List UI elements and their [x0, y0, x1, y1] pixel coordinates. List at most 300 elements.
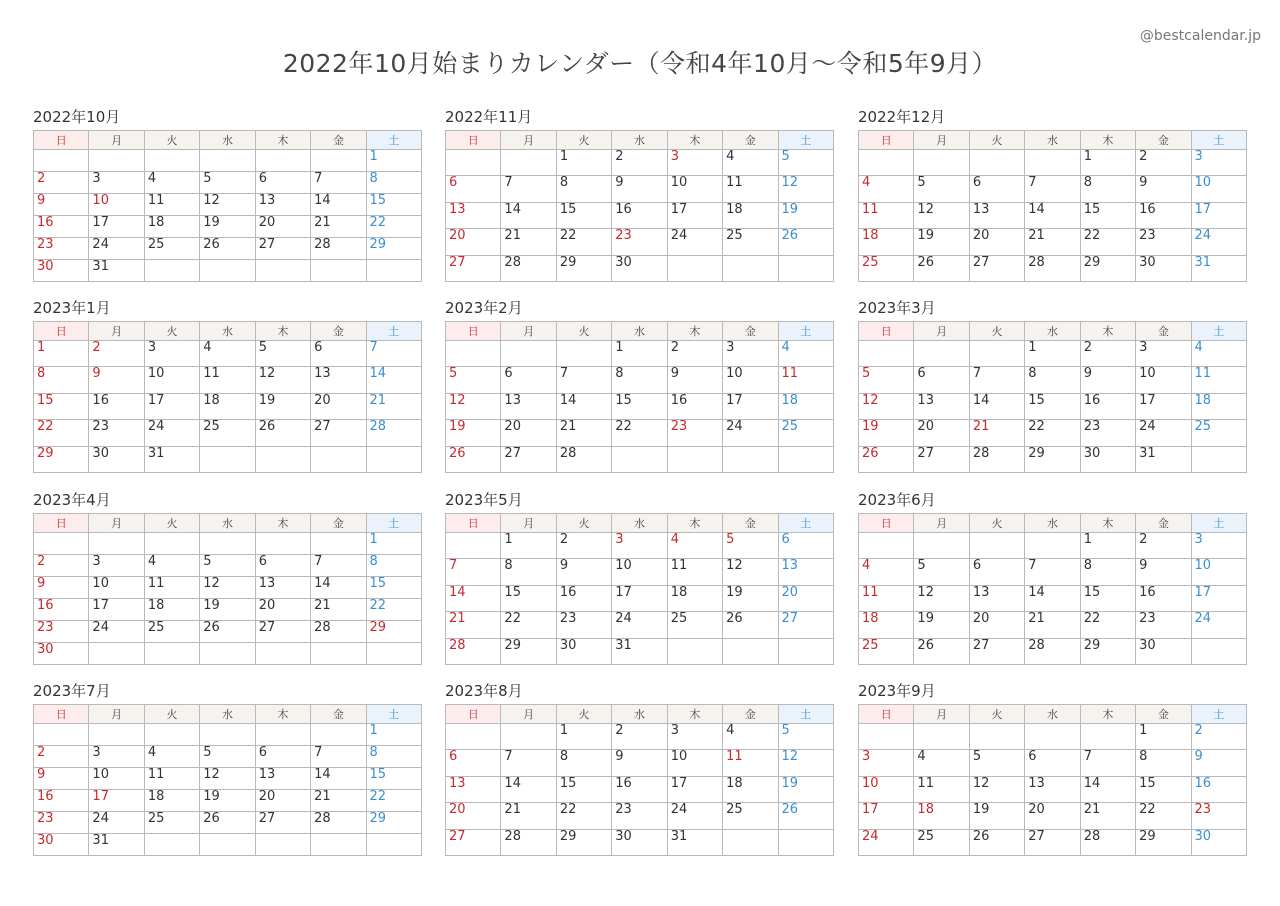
day-cell: 10	[144, 367, 199, 393]
weekday-header: 木	[1080, 705, 1135, 724]
weekday-header: 月	[914, 322, 969, 341]
day-cell: 2	[34, 172, 89, 194]
weekday-header: 木	[667, 131, 722, 150]
weekday-header: 木	[667, 322, 722, 341]
day-cell: 16	[1136, 585, 1191, 611]
month-table	[445, 704, 834, 856]
weekday-header: 月	[914, 131, 969, 150]
empty-cell	[969, 724, 1024, 750]
day-cell: 14	[311, 768, 366, 790]
day-cell: 23	[1136, 229, 1191, 255]
weekday-header: 水	[1025, 705, 1080, 724]
day-cell: 17	[667, 776, 722, 802]
week-row	[34, 150, 422, 172]
day-cell: 15	[366, 194, 421, 216]
week-row	[34, 577, 422, 599]
day-cell: 17	[723, 393, 778, 419]
week-row	[859, 150, 1247, 176]
day-cell: 22	[556, 229, 611, 255]
day-cell: 25	[1191, 420, 1246, 446]
day-cell: 3	[859, 750, 914, 776]
page-title: 2022年10月始まりカレンダー（令和4年10月〜令和5年9月）	[282, 49, 998, 78]
day-cell: 1	[366, 150, 421, 172]
empty-cell	[255, 446, 310, 472]
day-cell: 2	[556, 533, 611, 559]
weekday-header-row	[859, 705, 1247, 724]
day-cell: 3	[667, 724, 722, 750]
week-row	[446, 559, 834, 585]
day-cell: 28	[1080, 829, 1135, 855]
day-cell: 31	[1191, 255, 1246, 281]
empty-cell	[667, 638, 722, 664]
weekday-header: 土	[778, 705, 833, 724]
week-row	[34, 172, 422, 194]
empty-cell	[311, 533, 366, 555]
day-cell: 8	[34, 367, 89, 393]
day-cell: 22	[1136, 803, 1191, 829]
day-cell: 25	[723, 803, 778, 829]
month-title: 2023年8月	[445, 682, 523, 700]
empty-cell	[969, 150, 1024, 176]
day-cell: 10	[612, 559, 667, 585]
day-cell: 4	[1191, 341, 1246, 367]
day-cell: 2	[89, 341, 144, 367]
empty-cell	[612, 446, 667, 472]
day-cell: 13	[446, 202, 501, 228]
day-cell: 10	[859, 776, 914, 802]
weekday-header: 木	[255, 322, 310, 341]
week-row	[446, 202, 834, 228]
week-row	[859, 176, 1247, 202]
day-cell: 9	[34, 577, 89, 599]
month-table	[858, 513, 1247, 665]
empty-cell	[969, 341, 1024, 367]
weekday-header: 日	[34, 514, 89, 533]
weekday-header: 火	[556, 514, 611, 533]
day-cell: 28	[311, 812, 366, 834]
weekday-header: 土	[366, 322, 421, 341]
day-cell: 10	[1191, 559, 1246, 585]
week-row	[859, 585, 1247, 611]
day-cell: 3	[89, 746, 144, 768]
day-cell: 15	[1080, 202, 1135, 228]
empty-cell	[144, 533, 199, 555]
day-cell: 25	[723, 229, 778, 255]
day-cell: 23	[34, 621, 89, 643]
weekday-header: 土	[366, 131, 421, 150]
day-cell: 4	[144, 555, 199, 577]
empty-cell	[200, 643, 255, 665]
day-cell: 15	[556, 202, 611, 228]
month-table	[33, 130, 422, 282]
week-row	[859, 255, 1247, 281]
empty-cell	[34, 724, 89, 746]
month-table	[445, 513, 834, 665]
day-cell: 27	[1025, 829, 1080, 855]
weekday-header: 水	[200, 514, 255, 533]
day-cell: 15	[1080, 585, 1135, 611]
day-cell: 8	[556, 176, 611, 202]
day-cell: 8	[1025, 367, 1080, 393]
day-cell: 21	[311, 790, 366, 812]
day-cell: 7	[311, 746, 366, 768]
empty-cell	[778, 638, 833, 664]
empty-cell	[311, 150, 366, 172]
day-cell: 8	[1080, 559, 1135, 585]
weekday-header: 木	[255, 514, 310, 533]
day-cell: 15	[1025, 393, 1080, 419]
day-cell: 22	[501, 612, 556, 638]
day-cell: 30	[1136, 255, 1191, 281]
week-row	[446, 585, 834, 611]
day-cell: 4	[778, 341, 833, 367]
day-cell: 20	[255, 599, 310, 621]
day-cell: 26	[778, 803, 833, 829]
day-cell: 29	[34, 446, 89, 472]
empty-cell	[255, 150, 310, 172]
day-cell: 22	[612, 420, 667, 446]
day-cell: 18	[859, 612, 914, 638]
month-table	[445, 321, 834, 473]
day-cell: 13	[255, 194, 310, 216]
day-cell: 30	[89, 446, 144, 472]
day-cell: 5	[255, 341, 310, 367]
week-row	[446, 367, 834, 393]
day-cell: 7	[311, 555, 366, 577]
weekday-header: 水	[612, 514, 667, 533]
month-title: 2023年1月	[33, 299, 111, 317]
day-cell: 6	[446, 750, 501, 776]
empty-cell	[859, 533, 914, 559]
empty-cell	[89, 533, 144, 555]
day-cell: 17	[89, 599, 144, 621]
day-cell: 14	[556, 393, 611, 419]
empty-cell	[1191, 446, 1246, 472]
weekday-header: 日	[446, 705, 501, 724]
week-row	[34, 341, 422, 367]
weekday-header: 日	[446, 131, 501, 150]
week-row	[859, 393, 1247, 419]
empty-cell	[255, 834, 310, 856]
week-row	[446, 829, 834, 855]
empty-cell	[446, 150, 501, 176]
week-row	[34, 724, 422, 746]
day-cell: 31	[1136, 446, 1191, 472]
day-cell: 20	[1025, 803, 1080, 829]
day-cell: 1	[612, 341, 667, 367]
day-cell: 7	[311, 172, 366, 194]
day-cell: 22	[366, 790, 421, 812]
day-cell: 1	[556, 150, 611, 176]
day-cell: 7	[1025, 176, 1080, 202]
weekday-header: 土	[778, 322, 833, 341]
month-table	[33, 704, 422, 856]
weekday-header: 土	[366, 705, 421, 724]
day-cell: 12	[255, 367, 310, 393]
day-cell: 23	[1136, 612, 1191, 638]
day-cell: 18	[914, 803, 969, 829]
week-row	[859, 367, 1247, 393]
day-cell: 18	[144, 790, 199, 812]
weekday-header: 火	[144, 705, 199, 724]
day-cell: 19	[969, 803, 1024, 829]
day-cell: 26	[723, 612, 778, 638]
week-row	[446, 341, 834, 367]
empty-cell	[255, 724, 310, 746]
day-cell: 9	[612, 176, 667, 202]
day-cell: 9	[1136, 176, 1191, 202]
day-cell: 12	[969, 776, 1024, 802]
day-cell: 23	[556, 612, 611, 638]
day-cell: 21	[969, 420, 1024, 446]
day-cell: 24	[723, 420, 778, 446]
week-row	[34, 599, 422, 621]
day-cell: 1	[34, 341, 89, 367]
day-cell: 9	[612, 750, 667, 776]
week-row	[446, 612, 834, 638]
day-cell: 22	[366, 599, 421, 621]
day-cell: 22	[366, 216, 421, 238]
day-cell: 2	[34, 746, 89, 768]
day-cell: 13	[255, 768, 310, 790]
empty-cell	[200, 724, 255, 746]
day-cell: 11	[1191, 367, 1246, 393]
day-cell: 26	[446, 446, 501, 472]
week-row	[34, 746, 422, 768]
empty-cell	[1025, 724, 1080, 750]
week-row	[446, 750, 834, 776]
weekday-header: 土	[366, 514, 421, 533]
empty-cell	[366, 260, 421, 282]
day-cell: 6	[969, 176, 1024, 202]
weekday-header: 水	[200, 131, 255, 150]
day-cell: 15	[366, 577, 421, 599]
day-cell: 17	[1191, 202, 1246, 228]
day-cell: 19	[200, 599, 255, 621]
day-cell: 1	[1136, 724, 1191, 750]
month-table	[858, 321, 1247, 473]
day-cell: 27	[255, 621, 310, 643]
day-cell: 30	[612, 255, 667, 281]
day-cell: 29	[501, 638, 556, 664]
empty-cell	[969, 533, 1024, 559]
month-table	[33, 321, 422, 473]
day-cell: 14	[969, 393, 1024, 419]
weekday-header: 火	[144, 514, 199, 533]
weekday-header: 火	[969, 705, 1024, 724]
day-cell: 6	[255, 746, 310, 768]
day-cell: 3	[89, 555, 144, 577]
empty-cell	[255, 533, 310, 555]
day-cell: 18	[200, 393, 255, 419]
day-cell: 29	[366, 812, 421, 834]
weekday-header: 日	[859, 514, 914, 533]
weekday-header: 金	[1136, 131, 1191, 150]
weekday-header: 金	[311, 322, 366, 341]
week-row	[446, 420, 834, 446]
day-cell: 8	[366, 172, 421, 194]
day-cell: 22	[1080, 229, 1135, 255]
day-cell: 30	[556, 638, 611, 664]
day-cell: 27	[969, 638, 1024, 664]
week-row	[34, 260, 422, 282]
week-row	[34, 393, 422, 419]
day-cell: 28	[366, 420, 421, 446]
month-table	[33, 513, 422, 665]
day-cell: 29	[1025, 446, 1080, 472]
weekday-header: 火	[969, 514, 1024, 533]
day-cell: 14	[1025, 585, 1080, 611]
day-cell: 17	[612, 585, 667, 611]
day-cell: 16	[89, 393, 144, 419]
week-row	[859, 829, 1247, 855]
weekday-header: 金	[723, 705, 778, 724]
day-cell: 2	[612, 724, 667, 750]
day-cell: 7	[446, 559, 501, 585]
day-cell: 29	[556, 829, 611, 855]
day-cell: 16	[612, 202, 667, 228]
day-cell: 8	[501, 559, 556, 585]
day-cell: 25	[778, 420, 833, 446]
day-cell: 11	[723, 750, 778, 776]
empty-cell	[501, 341, 556, 367]
day-cell: 16	[34, 599, 89, 621]
day-cell: 31	[667, 829, 722, 855]
week-row	[859, 202, 1247, 228]
week-row	[446, 255, 834, 281]
day-cell: 1	[556, 724, 611, 750]
day-cell: 5	[200, 172, 255, 194]
empty-cell	[723, 446, 778, 472]
weekday-header: 火	[556, 705, 611, 724]
weekday-header: 水	[1025, 514, 1080, 533]
week-row	[859, 803, 1247, 829]
day-cell: 11	[859, 585, 914, 611]
day-cell: 16	[612, 776, 667, 802]
weekday-header: 月	[914, 514, 969, 533]
day-cell: 4	[200, 341, 255, 367]
day-cell: 19	[200, 216, 255, 238]
day-cell: 16	[667, 393, 722, 419]
weekday-header: 月	[89, 514, 144, 533]
day-cell: 1	[366, 533, 421, 555]
day-cell: 13	[969, 585, 1024, 611]
day-cell: 28	[446, 638, 501, 664]
day-cell: 23	[34, 812, 89, 834]
day-cell: 27	[446, 829, 501, 855]
day-cell: 3	[723, 341, 778, 367]
weekday-header: 金	[723, 322, 778, 341]
empty-cell	[200, 533, 255, 555]
day-cell: 7	[501, 176, 556, 202]
day-cell: 28	[969, 446, 1024, 472]
day-cell: 11	[914, 776, 969, 802]
day-cell: 9	[1080, 367, 1135, 393]
day-cell: 17	[89, 216, 144, 238]
day-cell: 4	[144, 746, 199, 768]
empty-cell	[914, 150, 969, 176]
day-cell: 5	[969, 750, 1024, 776]
month-title: 2023年5月	[445, 491, 523, 509]
day-cell: 25	[859, 638, 914, 664]
day-cell: 24	[89, 238, 144, 260]
weekday-header: 月	[501, 322, 556, 341]
day-cell: 19	[914, 612, 969, 638]
day-cell: 24	[144, 420, 199, 446]
day-cell: 2	[1136, 533, 1191, 559]
weekday-header: 木	[255, 131, 310, 150]
day-cell: 18	[723, 202, 778, 228]
week-row	[446, 533, 834, 559]
empty-cell	[914, 533, 969, 559]
day-cell: 18	[723, 776, 778, 802]
empty-cell	[366, 834, 421, 856]
week-row	[859, 750, 1247, 776]
empty-cell	[501, 150, 556, 176]
day-cell: 15	[556, 776, 611, 802]
day-cell: 11	[144, 577, 199, 599]
day-cell: 22	[1025, 420, 1080, 446]
day-cell: 18	[144, 216, 199, 238]
empty-cell	[1025, 533, 1080, 559]
day-cell: 30	[34, 643, 89, 665]
day-cell: 31	[89, 834, 144, 856]
day-cell: 24	[859, 829, 914, 855]
day-cell: 28	[1025, 255, 1080, 281]
week-row	[34, 834, 422, 856]
month-title: 2023年4月	[33, 491, 111, 509]
weekday-header: 水	[1025, 322, 1080, 341]
day-cell: 29	[366, 238, 421, 260]
empty-cell	[89, 150, 144, 172]
day-cell: 8	[1136, 750, 1191, 776]
day-cell: 27	[255, 812, 310, 834]
day-cell: 15	[612, 393, 667, 419]
day-cell: 23	[34, 238, 89, 260]
week-row	[446, 176, 834, 202]
day-cell: 3	[1136, 341, 1191, 367]
day-cell: 10	[723, 367, 778, 393]
empty-cell	[914, 341, 969, 367]
day-cell: 1	[501, 533, 556, 559]
weekday-header: 金	[1136, 705, 1191, 724]
day-cell: 8	[1080, 176, 1135, 202]
weekday-header: 日	[859, 322, 914, 341]
day-cell: 21	[366, 393, 421, 419]
empty-cell	[311, 834, 366, 856]
week-row	[34, 768, 422, 790]
weekday-header: 月	[501, 705, 556, 724]
day-cell: 19	[778, 202, 833, 228]
week-row	[34, 555, 422, 577]
day-cell: 11	[144, 194, 199, 216]
empty-cell	[667, 446, 722, 472]
day-cell: 29	[1080, 255, 1135, 281]
day-cell: 19	[778, 776, 833, 802]
day-cell: 24	[89, 812, 144, 834]
empty-cell	[34, 533, 89, 555]
week-row	[34, 533, 422, 555]
day-cell: 6	[446, 176, 501, 202]
weekday-header-row	[34, 705, 422, 724]
weekday-header: 月	[89, 322, 144, 341]
week-row	[859, 446, 1247, 472]
empty-cell	[778, 446, 833, 472]
day-cell: 6	[255, 172, 310, 194]
empty-cell	[667, 255, 722, 281]
day-cell: 22	[556, 803, 611, 829]
weekday-header: 金	[723, 131, 778, 150]
